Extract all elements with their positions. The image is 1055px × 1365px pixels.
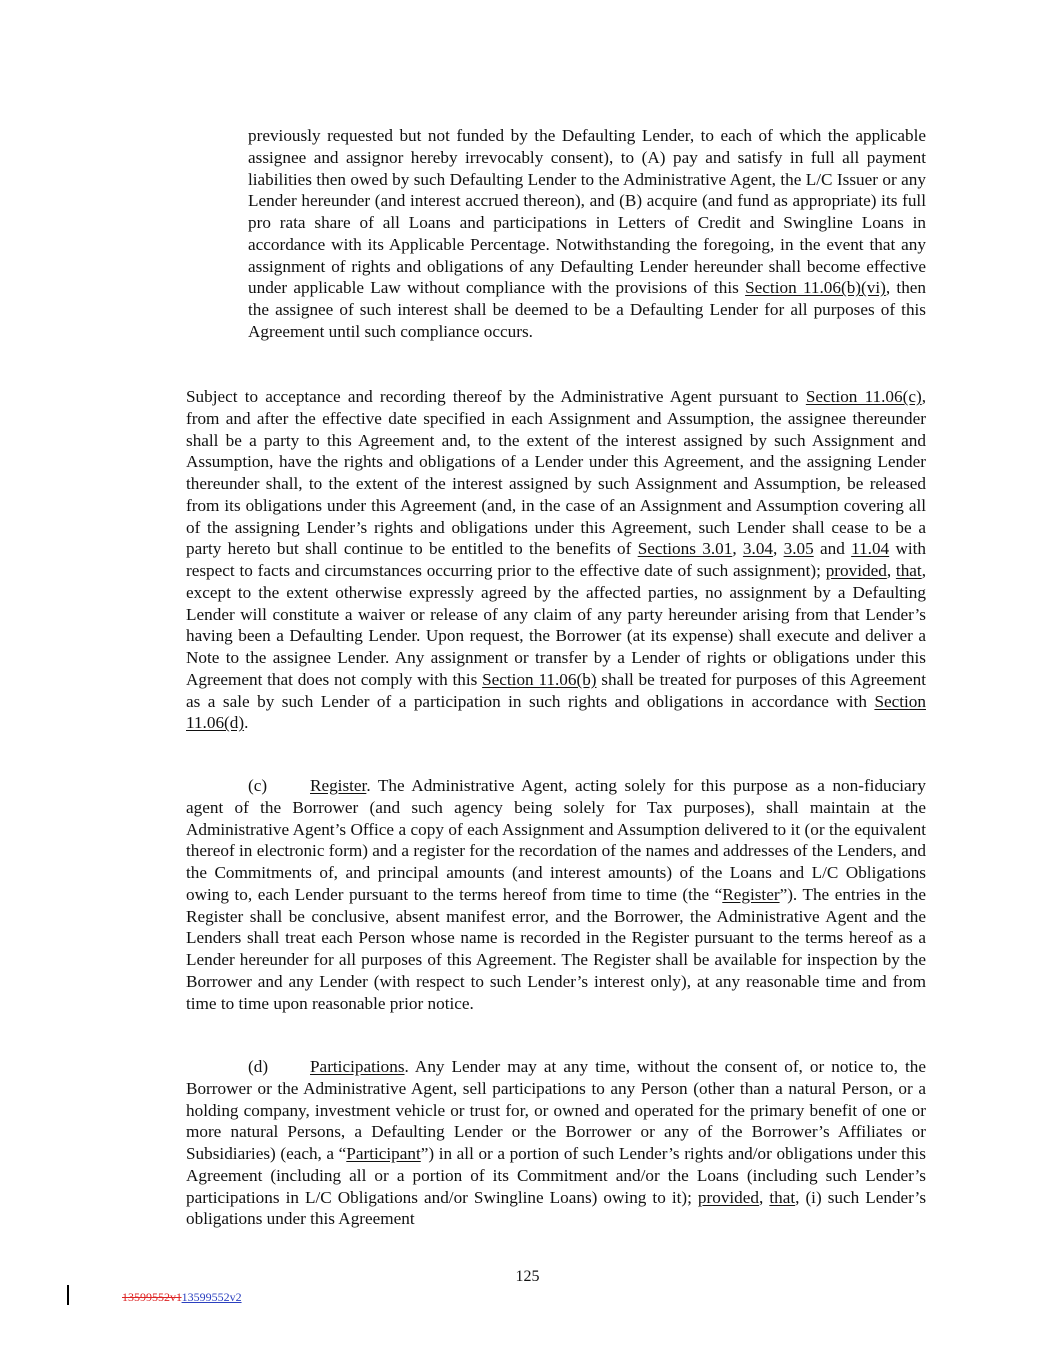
paragraph-assignment-effect (186, 386, 926, 734)
revision-change-bar (67, 1285, 69, 1305)
text: , (886, 561, 896, 580)
document-id-deleted: 13599552v1 (122, 1290, 182, 1304)
text: , (732, 539, 743, 559)
section-reference: Section 11.06(d) (186, 691, 926, 733)
clause-heading: Register (310, 776, 367, 795)
section-reference: Section 11.06(b)(vi) (745, 278, 886, 298)
clause-number: (d) (248, 1057, 269, 1076)
text: . The Administrative Agent, acting solely for this purpose as a non-fiduciary agent of the Borrower (and such agency being solely for Tax purposes), shall maintain at the Administrative Agent’s Office a copy of each Assignment and Assumption delivered to it (or the equivalent thereof in electronic form) and a register for the recordation of the names and addresses of the Lenders, and the Commitments of, and principal amounts (and interest amounts) of the Loans and L/C Obligations owing to, each Lender pursuant to the terms hereof from time to time (the “ (186, 776, 926, 904)
defined-term: that (895, 561, 922, 580)
page-number: 125 (515, 1268, 540, 1285)
text: , (773, 539, 784, 559)
defined-term: Participant (346, 1144, 421, 1163)
text: with respect to facts and circumstances occurring prior to the effective date of such assignment); (186, 539, 927, 580)
text: ”) in all or a portion of such Lender’s rights and/or obligations under this Agreement (including all or a portion of its Commitment and/or the Loans (including such Lender’s participations in L/C Obligations and/or Swingline Loans) owing to it); (186, 1144, 926, 1207)
text: , except to the extent otherwise expressly agreed by the affected parties, no assignment by a Defaulting Lender will constitute a waiver or release of any claim of any party hereunder arising from that Lender’s having been a Defaulting Lender. Upon request, the Borrower (at its expense) shall execute and deliver a Note to the assignee Lender. Any assignment or transfer by a Lender of rights or obligations under this Agreement that does not comply with this (186, 561, 926, 689)
paragraph-defaulting-lender-continuation (248, 125, 926, 343)
text: , then the assignee of such interest shall be deemed to be a Defaulting Lender for all purposes of this Agreement until such compliance occurs. (248, 278, 927, 341)
defined-term: Register (722, 884, 780, 904)
defined-term: provided (825, 561, 887, 580)
section-reference: Section 11.06(c) (805, 387, 922, 406)
defined-term: provided (697, 1187, 760, 1207)
document-id (122, 1290, 242, 1305)
text: . (244, 713, 249, 733)
section-reference: 11.04 (851, 539, 890, 559)
defined-term: that (769, 1187, 796, 1207)
text: , from and after the effective date specified in each Assignment and Assumption, the assignee thereunder shall be a party to this Agreement and, to the extent of the interest assigned by such Assignment and Assumption, have the rights and obligations of a Lender under this Agreement, and the assigning Lender thereunder shall, to the extent of the interest assigned by such Assignment and Assumption, be released from its obligations under this Agreement (and, in the case of an Assignment and Assumption covering all of the assigning Lender’s rights and obligations under this Agreement, such Lender shall cease to be a party hereto but shall continue to be entitled to the benefits of (186, 387, 926, 559)
section-reference: Sections 3.01 (637, 539, 733, 559)
document-id-inserted: 13599552v2 (181, 1290, 242, 1304)
section-reference: 3.04 (742, 539, 773, 559)
text: . Any Lender may at any time, without the consent of, or notice to, the Borrower or the Administrative Agent, sell participations to any Person (other than a natural Person, or a holding company, investment vehicle or trust for, or owned and operated for the primary benefit of one or more natural Persons, a Defaulting Lender or the Borrower or any of the Borrower’s Affiliates or Subsidiaries) (each, a “ (186, 1057, 926, 1163)
paragraph-register (186, 775, 926, 1014)
text: , (i) such Lender’s obligations under this Agreement (186, 1187, 927, 1229)
clause-heading: Participations (310, 1057, 405, 1076)
section-reference: Section 11.06(b) (482, 669, 597, 689)
text: previously requested but not funded by the Defaulting Lender, to each of which the applicable assignee and assignor hereby irrevocably consent), to (A) pay and satisfy in full all payment liabilities then owed by such Defaulting Lender to the Administrative Agent, the L/C Issuer or any Lender hereunder (and interest accrued thereon), and (B) acquire (and fund as appropriate) its full pro rata share of all Loans and participations in Letters of Credit and Swingline Loans in accordance with its Applicable Percentage. Notwithstanding the foregoing, in the event that any assignment of rights and obligations of any Defaulting Lender hereunder shall become effective under applicable Law without compliance with the provisions of this (248, 126, 926, 298)
text: and (813, 539, 852, 559)
clause-number: (c) (248, 776, 268, 795)
text: ”). The entries in the Register shall be conclusive, absent manifest error, and the Borrower, the Administrative Agent and the Lenders shall treat each Person whose name is recorded in the Register pursuant to the terms hereof as a Lender hereunder for all purposes of this Agreement. The Register shall be available for inspection by the Borrower and any Lender (with respect to such Lender’s interest only), at any reasonable time and from time to time upon reasonable prior notice. (186, 884, 926, 1013)
text: shall be treated for purposes of this Agreement as a sale by such Lender of a participation in such rights and obligations in accordance with (186, 669, 926, 711)
text: Subject to acceptance and recording thereof by the Administrative Agent pursuant to (186, 387, 806, 406)
section-reference: 3.05 (783, 539, 814, 559)
text: , (759, 1187, 770, 1207)
paragraph-participations (186, 1056, 926, 1230)
